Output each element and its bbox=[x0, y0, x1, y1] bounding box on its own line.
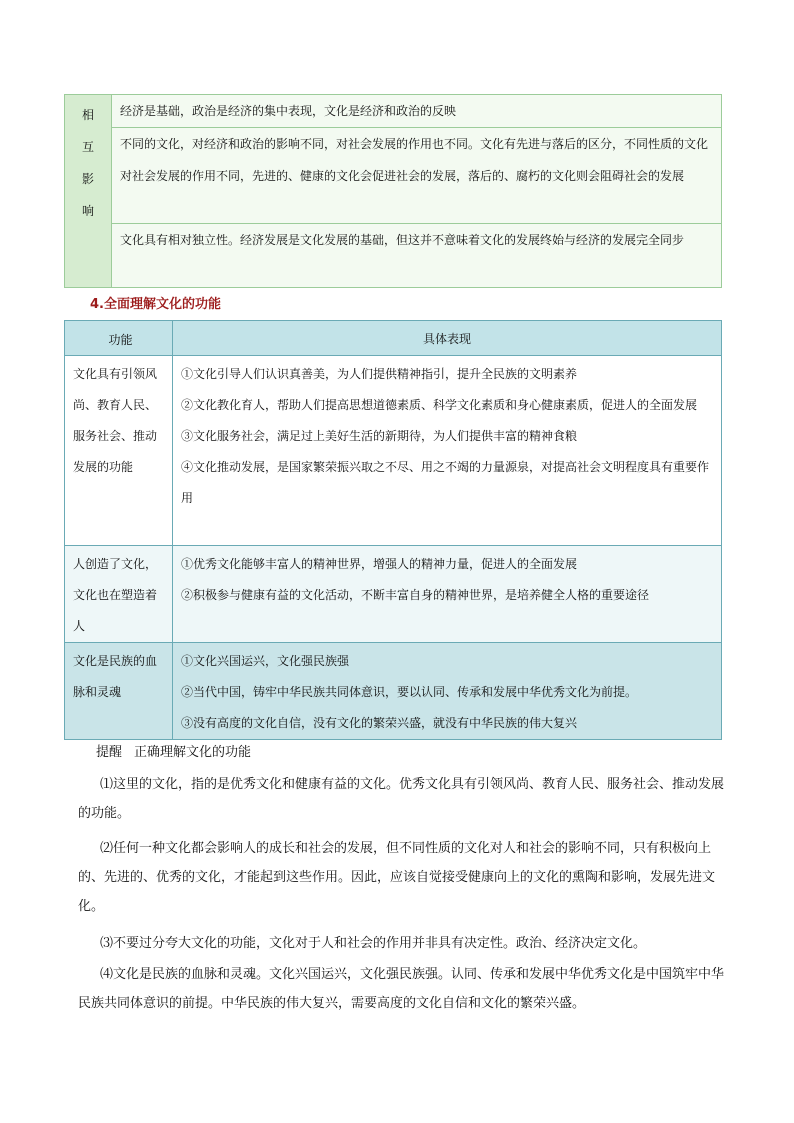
detail-item: ③没有高度的文化自信，没有文化的繁荣兴盛，就没有中华民族的伟大复兴 bbox=[181, 716, 578, 730]
label-char: 响 bbox=[81, 204, 94, 218]
detail-item: ②当代中国，铸牢中华民族共同体意识，要以认同、传承和发展中华优秀文化为前提。 bbox=[181, 685, 638, 699]
detail-item: ①文化引导人们认识真善美，为人们提供精神指引，提升全民族的文明素养 bbox=[181, 367, 578, 381]
reminder-paragraph: ⑷文化是民族的血脉和灵魂。文化兴国运兴，文化强民族强。认同、传承和发展中华优秀文化是中国筑牢中华民族共同体意识的前提。中华民族的伟大复兴，需要高度的文化自信和文化的繁荣兴盛。 bbox=[78, 967, 725, 1011]
header-function: 功能 bbox=[65, 321, 173, 356]
reminder-paragraph: ⑶不要过分夸大文化的功能，文化对于人和社会的作用并非具有决定性。政治、经济决定文化。 bbox=[100, 936, 647, 951]
detail-item: ②文化教化育人，帮助人们提高思想道德素质、科学文化素质和身心健康素质，促进人的全面发展 bbox=[181, 398, 698, 412]
detail-item: ①优秀文化能够丰富人的精神世界，增强人的精神力量，促进人的全面发展 bbox=[181, 557, 578, 571]
label-char: 互 bbox=[81, 140, 94, 154]
interaction-row: 不同的文化，对经济和政治的影响不同，对社会发展的作用也不同。文化有先进与落后的区分，不同性质的文化对社会发展的作用不同，先进的、健康的文化会促进社会的发展，落后的、腐朽的文化则会阻碍社会的发展 bbox=[112, 128, 722, 224]
function-name: 文化具有引领风尚、教育人民、服务社会、推动发展的功能 bbox=[65, 356, 173, 546]
function-details bbox=[173, 546, 722, 643]
interaction-label bbox=[65, 95, 112, 288]
function-name: 人创造了文化，文化也在塑造着人 bbox=[65, 546, 173, 643]
interaction-row: 文化具有相对独立性。经济发展是文化发展的基础，但这并不意味着文化的发展终始与经济的发展完全同步 bbox=[112, 224, 722, 288]
detail-item: ④文化推动发展，是国家繁荣振兴取之不尽、用之不竭的力量源泉，对提高社会文明程度具有重要作用 bbox=[181, 460, 710, 505]
function-details bbox=[173, 356, 722, 546]
reminder-label: 提醒 bbox=[96, 745, 123, 760]
function-details bbox=[173, 643, 722, 740]
section-title: 4.全面理解文化的功能 bbox=[90, 297, 221, 312]
detail-item: ②积极参与健康有益的文化活动，不断丰富自身的精神世界，是培养健全人格的重要途径 bbox=[181, 588, 650, 602]
detail-item: ③文化服务社会，满足过上美好生活的新期待，为人们提供丰富的精神食粮 bbox=[181, 429, 578, 443]
header-details: 具体表现 bbox=[173, 321, 722, 356]
reminder-paragraph: ⑵任何一种文化都会影响人的成长和社会的发展，但不同性质的文化对人和社会的影响不同，只有积极向上的、先进的、优秀的文化，才能起到这些作用。因此，应该自觉接受健康向上的文化的熏陶和影响，发展先进文化。 bbox=[78, 841, 716, 914]
label-char: 相 bbox=[81, 108, 94, 122]
label-char: 影 bbox=[81, 172, 94, 186]
reminder-heading bbox=[96, 741, 251, 760]
reminder-title: 正确理解文化的功能 bbox=[134, 745, 252, 760]
interaction-table bbox=[64, 94, 722, 288]
interaction-row: 经济是基础，政治是经济的集中表现，文化是经济和政治的反映 bbox=[112, 95, 722, 128]
function-name: 文化是民族的血脉和灵魂 bbox=[65, 643, 173, 740]
reminder-paragraph: ⑴这里的文化，指的是优秀文化和健康有益的文化。优秀文化具有引领风尚、教育人民、服务社会、推动发展的功能。 bbox=[78, 777, 725, 821]
function-table bbox=[64, 320, 722, 740]
detail-item: ①文化兴国运兴，文化强民族强 bbox=[181, 654, 350, 668]
